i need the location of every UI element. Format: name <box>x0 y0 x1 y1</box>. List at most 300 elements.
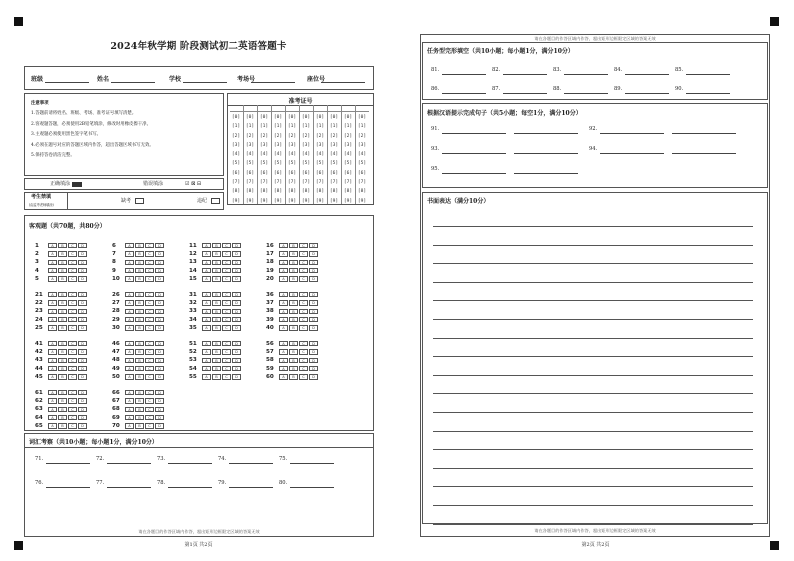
option-bubble[interactable]: B <box>135 300 144 306</box>
admission-digit-bubble[interactable]: [3] <box>273 142 283 148</box>
writing-area[interactable] <box>433 193 753 523</box>
option-bubble[interactable]: C <box>222 268 231 274</box>
option-bubble[interactable]: D <box>155 398 164 404</box>
option-bubble[interactable]: C <box>145 251 154 257</box>
option-bubble[interactable]: B <box>58 276 67 282</box>
option-bubble[interactable]: A <box>279 276 288 282</box>
option-bubble[interactable]: A <box>279 349 288 355</box>
info-input-line[interactable] <box>321 82 365 83</box>
option-bubble[interactable]: A <box>125 366 134 372</box>
answer-line[interactable] <box>514 173 578 174</box>
option-bubble[interactable]: C <box>68 341 77 347</box>
answer-line[interactable] <box>686 74 730 75</box>
admission-digit-bubble[interactable]: [4] <box>273 152 283 158</box>
option-bubble[interactable]: C <box>68 374 77 380</box>
admission-digit-bubble[interactable]: [3] <box>259 142 269 148</box>
option-bubble[interactable]: C <box>145 407 154 413</box>
option-bubble[interactable]: D <box>78 300 87 306</box>
option-bubble[interactable]: D <box>309 358 318 364</box>
admission-digit-bubble[interactable]: [8] <box>301 189 311 195</box>
option-bubble[interactable]: D <box>78 398 87 404</box>
option-bubble[interactable]: A <box>48 309 57 315</box>
admission-digit-bubble[interactable]: [5] <box>259 161 269 167</box>
option-bubble[interactable]: C <box>68 317 77 323</box>
admission-digit-bubble[interactable]: [0] <box>245 115 255 120</box>
option-bubble[interactable]: A <box>48 276 57 282</box>
option-bubble[interactable]: C <box>145 349 154 355</box>
admission-digit-bubble[interactable]: [5] <box>287 161 297 167</box>
option-bubble[interactable]: B <box>135 325 144 331</box>
option-bubble[interactable]: C <box>145 398 154 404</box>
option-bubble[interactable]: C <box>145 292 154 298</box>
admission-digit-bubble[interactable]: [3] <box>287 142 297 148</box>
answer-line[interactable] <box>564 74 608 75</box>
option-bubble[interactable]: B <box>289 317 298 323</box>
option-bubble[interactable]: D <box>155 276 164 282</box>
option-bubble[interactable]: B <box>58 260 67 266</box>
option-bubble[interactable]: C <box>68 268 77 274</box>
admission-digit-bubble[interactable]: [6] <box>245 170 255 176</box>
option-bubble[interactable]: D <box>155 366 164 372</box>
option-bubble[interactable]: D <box>78 366 87 372</box>
option-bubble[interactable]: A <box>48 260 57 266</box>
admission-digit-bubble[interactable]: [7] <box>343 180 353 186</box>
option-bubble[interactable]: C <box>222 317 231 323</box>
admission-write-cell[interactable] <box>230 105 243 112</box>
option-bubble[interactable]: C <box>68 358 77 364</box>
option-bubble[interactable]: C <box>222 300 231 306</box>
option-bubble[interactable]: D <box>78 407 87 413</box>
option-bubble[interactable]: D <box>309 317 318 323</box>
option-bubble[interactable]: A <box>125 243 134 249</box>
answer-line[interactable] <box>442 173 506 174</box>
option-bubble[interactable]: B <box>212 276 221 282</box>
answer-line[interactable] <box>168 463 212 464</box>
admission-digit-bubble[interactable]: [6] <box>357 170 367 176</box>
option-bubble[interactable]: D <box>155 390 164 396</box>
option-bubble[interactable]: A <box>125 268 134 274</box>
option-bubble[interactable]: B <box>289 341 298 347</box>
option-bubble[interactable]: C <box>145 309 154 315</box>
admission-digit-bubble[interactable]: [8] <box>245 189 255 195</box>
admission-digit-bubble[interactable]: [9] <box>301 198 311 204</box>
admission-write-cell[interactable] <box>286 105 299 112</box>
answer-line[interactable] <box>290 463 334 464</box>
option-bubble[interactable]: A <box>125 300 134 306</box>
option-bubble[interactable]: B <box>289 300 298 306</box>
admission-digit-bubble[interactable]: [1] <box>357 124 367 130</box>
option-bubble[interactable]: A <box>202 292 211 298</box>
admission-digit-bubble[interactable]: [3] <box>245 142 255 148</box>
option-bubble[interactable]: A <box>48 341 57 347</box>
admission-digit-bubble[interactable]: [0] <box>329 115 339 120</box>
option-bubble[interactable]: A <box>279 260 288 266</box>
option-bubble[interactable]: D <box>232 358 241 364</box>
option-bubble[interactable]: C <box>145 423 154 429</box>
option-bubble[interactable]: B <box>135 407 144 413</box>
option-bubble[interactable]: C <box>299 309 308 315</box>
admission-write-cell[interactable] <box>258 105 271 112</box>
option-bubble[interactable]: D <box>232 341 241 347</box>
option-bubble[interactable]: A <box>48 407 57 413</box>
admission-digit-bubble[interactable]: [1] <box>315 124 325 130</box>
admission-write-cell[interactable] <box>356 105 369 112</box>
option-bubble[interactable]: D <box>309 251 318 257</box>
option-bubble[interactable]: B <box>58 251 67 257</box>
option-bubble[interactable]: C <box>68 398 77 404</box>
admission-digit-bubble[interactable]: [1] <box>343 124 353 130</box>
option-bubble[interactable]: B <box>135 358 144 364</box>
option-bubble[interactable]: D <box>78 243 87 249</box>
admission-digit-bubble[interactable]: [1] <box>231 124 241 130</box>
option-bubble[interactable]: C <box>299 366 308 372</box>
admission-digit-bubble[interactable]: [9] <box>315 198 325 204</box>
admission-digit-bubble[interactable]: [6] <box>329 170 339 176</box>
option-bubble[interactable]: B <box>58 398 67 404</box>
answer-line[interactable] <box>625 74 669 75</box>
option-bubble[interactable]: D <box>78 251 87 257</box>
admission-digit-bubble[interactable]: [9] <box>245 198 255 204</box>
option-bubble[interactable]: B <box>58 268 67 274</box>
admission-digit-bubble[interactable]: [5] <box>343 161 353 167</box>
option-bubble[interactable]: A <box>125 309 134 315</box>
option-bubble[interactable]: B <box>289 276 298 282</box>
option-bubble[interactable]: A <box>202 341 211 347</box>
option-bubble[interactable]: D <box>155 407 164 413</box>
option-bubble[interactable]: B <box>289 243 298 249</box>
option-bubble[interactable]: B <box>289 251 298 257</box>
admission-digit-bubble[interactable]: [9] <box>357 198 367 204</box>
option-bubble[interactable]: C <box>68 423 77 429</box>
admission-digit-bubble[interactable]: [4] <box>343 152 353 158</box>
option-bubble[interactable]: B <box>135 251 144 257</box>
option-bubble[interactable]: A <box>48 374 57 380</box>
option-bubble[interactable]: D <box>309 325 318 331</box>
option-bubble[interactable]: D <box>78 415 87 421</box>
option-bubble[interactable]: C <box>68 251 77 257</box>
admission-digit-bubble[interactable]: [0] <box>231 115 241 120</box>
option-bubble[interactable]: C <box>299 268 308 274</box>
option-bubble[interactable]: A <box>279 341 288 347</box>
option-bubble[interactable]: C <box>222 309 231 315</box>
option-bubble[interactable]: B <box>58 309 67 315</box>
admission-digit-bubble[interactable]: [9] <box>273 198 283 204</box>
option-bubble[interactable]: B <box>135 292 144 298</box>
admission-digit-bubble[interactable]: [5] <box>315 161 325 167</box>
admission-digit-bubble[interactable]: [0] <box>357 115 367 120</box>
admission-write-cell[interactable] <box>244 105 257 112</box>
admission-digit-bubble[interactable]: [9] <box>231 198 241 204</box>
admission-write-cell[interactable] <box>300 105 313 112</box>
option-bubble[interactable]: A <box>48 292 57 298</box>
option-bubble[interactable]: C <box>145 366 154 372</box>
option-bubble[interactable]: C <box>68 415 77 421</box>
option-bubble[interactable]: D <box>232 325 241 331</box>
option-bubble[interactable]: B <box>289 260 298 266</box>
answer-line[interactable] <box>672 153 736 154</box>
option-bubble[interactable]: D <box>155 423 164 429</box>
option-bubble[interactable]: B <box>289 309 298 315</box>
option-bubble[interactable]: D <box>309 341 318 347</box>
option-bubble[interactable]: C <box>68 300 77 306</box>
admission-digit-bubble[interactable]: [0] <box>273 115 283 120</box>
option-bubble[interactable]: C <box>222 366 231 372</box>
option-bubble[interactable]: C <box>222 325 231 331</box>
option-bubble[interactable]: C <box>68 309 77 315</box>
option-bubble[interactable]: B <box>58 243 67 249</box>
option-bubble[interactable]: C <box>145 415 154 421</box>
option-bubble[interactable]: C <box>222 276 231 282</box>
option-bubble[interactable]: A <box>202 374 211 380</box>
answer-line[interactable] <box>600 153 664 154</box>
option-bubble[interactable]: D <box>155 341 164 347</box>
option-bubble[interactable]: A <box>48 366 57 372</box>
option-bubble[interactable]: D <box>309 349 318 355</box>
option-bubble[interactable]: B <box>58 349 67 355</box>
option-bubble[interactable]: A <box>202 309 211 315</box>
option-bubble[interactable]: B <box>58 366 67 372</box>
info-input-line[interactable] <box>251 82 295 83</box>
admission-digit-bubble[interactable]: [7] <box>315 180 325 186</box>
option-bubble[interactable]: A <box>279 268 288 274</box>
option-bubble[interactable]: D <box>78 325 87 331</box>
option-bubble[interactable]: A <box>202 300 211 306</box>
admission-digit-bubble[interactable]: [2] <box>301 133 311 139</box>
option-bubble[interactable]: B <box>135 317 144 323</box>
option-bubble[interactable]: D <box>309 292 318 298</box>
option-bubble[interactable]: B <box>212 268 221 274</box>
admission-digit-bubble[interactable]: [2] <box>287 133 297 139</box>
admission-write-cell[interactable] <box>272 105 285 112</box>
admission-digit-bubble[interactable]: [8] <box>343 189 353 195</box>
option-bubble[interactable]: C <box>299 292 308 298</box>
option-bubble[interactable]: B <box>212 358 221 364</box>
answer-line[interactable] <box>625 93 669 94</box>
option-bubble[interactable]: A <box>202 251 211 257</box>
option-bubble[interactable]: C <box>299 260 308 266</box>
option-bubble[interactable]: D <box>309 300 318 306</box>
option-bubble[interactable]: D <box>155 251 164 257</box>
admission-digit-bubble[interactable]: [1] <box>273 124 283 130</box>
admission-digit-bubble[interactable]: [4] <box>301 152 311 158</box>
option-bubble[interactable]: A <box>125 423 134 429</box>
option-bubble[interactable]: C <box>145 268 154 274</box>
option-bubble[interactable]: A <box>125 374 134 380</box>
option-bubble[interactable]: A <box>279 300 288 306</box>
answer-line[interactable] <box>686 93 730 94</box>
option-bubble[interactable]: A <box>125 398 134 404</box>
option-bubble[interactable]: C <box>222 358 231 364</box>
option-bubble[interactable]: A <box>279 366 288 372</box>
admission-digit-bubble[interactable]: [3] <box>357 142 367 148</box>
option-bubble[interactable]: C <box>68 292 77 298</box>
option-bubble[interactable]: C <box>299 300 308 306</box>
option-bubble[interactable]: D <box>155 309 164 315</box>
admission-digit-bubble[interactable]: [7] <box>245 180 255 186</box>
option-bubble[interactable]: D <box>155 300 164 306</box>
option-bubble[interactable]: A <box>48 243 57 249</box>
admission-digit-bubble[interactable]: [3] <box>315 142 325 148</box>
option-bubble[interactable]: B <box>135 374 144 380</box>
option-bubble[interactable]: D <box>155 243 164 249</box>
option-bubble[interactable]: C <box>299 374 308 380</box>
option-bubble[interactable]: B <box>212 243 221 249</box>
option-bubble[interactable]: A <box>279 358 288 364</box>
option-bubble[interactable]: D <box>232 268 241 274</box>
option-bubble[interactable]: D <box>232 309 241 315</box>
answer-line[interactable] <box>442 133 506 134</box>
option-bubble[interactable]: A <box>279 325 288 331</box>
option-bubble[interactable]: C <box>299 276 308 282</box>
option-bubble[interactable]: C <box>145 260 154 266</box>
option-bubble[interactable]: A <box>279 374 288 380</box>
option-bubble[interactable]: B <box>289 374 298 380</box>
option-bubble[interactable]: B <box>212 300 221 306</box>
option-bubble[interactable]: D <box>155 374 164 380</box>
option-bubble[interactable]: B <box>58 300 67 306</box>
admission-digit-bubble[interactable]: [4] <box>315 152 325 158</box>
option-bubble[interactable]: A <box>48 358 57 364</box>
option-bubble[interactable]: B <box>58 325 67 331</box>
option-bubble[interactable]: D <box>232 349 241 355</box>
option-bubble[interactable]: B <box>58 317 67 323</box>
option-bubble[interactable]: A <box>48 398 57 404</box>
option-bubble[interactable]: D <box>78 349 87 355</box>
admission-digit-bubble[interactable]: [6] <box>343 170 353 176</box>
option-bubble[interactable]: C <box>68 390 77 396</box>
answer-line[interactable] <box>503 74 547 75</box>
option-bubble[interactable]: B <box>212 349 221 355</box>
option-bubble[interactable]: D <box>78 276 87 282</box>
option-bubble[interactable]: C <box>222 292 231 298</box>
option-bubble[interactable]: A <box>202 276 211 282</box>
option-bubble[interactable]: B <box>135 349 144 355</box>
option-bubble[interactable]: C <box>68 276 77 282</box>
admission-digit-bubble[interactable]: [1] <box>245 124 255 130</box>
option-bubble[interactable]: C <box>299 251 308 257</box>
option-bubble[interactable]: C <box>68 260 77 266</box>
option-bubble[interactable]: A <box>202 366 211 372</box>
option-bubble[interactable]: B <box>135 415 144 421</box>
option-bubble[interactable]: C <box>145 243 154 249</box>
option-bubble[interactable]: C <box>222 374 231 380</box>
option-bubble[interactable]: A <box>202 317 211 323</box>
answer-line[interactable] <box>290 487 334 488</box>
option-bubble[interactable]: B <box>135 366 144 372</box>
option-bubble[interactable]: B <box>135 260 144 266</box>
option-bubble[interactable]: B <box>135 309 144 315</box>
option-bubble[interactable]: A <box>125 407 134 413</box>
admission-digit-bubble[interactable]: [5] <box>357 161 367 167</box>
admission-digit-bubble[interactable]: [6] <box>287 170 297 176</box>
admission-digit-bubble[interactable]: [7] <box>329 180 339 186</box>
option-bubble[interactable]: B <box>58 390 67 396</box>
option-bubble[interactable]: A <box>125 260 134 266</box>
answer-line[interactable] <box>229 487 273 488</box>
option-bubble[interactable]: A <box>202 243 211 249</box>
option-bubble[interactable]: D <box>232 300 241 306</box>
option-bubble[interactable]: B <box>289 349 298 355</box>
option-bubble[interactable]: A <box>279 317 288 323</box>
option-bubble[interactable]: C <box>145 358 154 364</box>
option-bubble[interactable]: C <box>68 325 77 331</box>
option-bubble[interactable]: D <box>232 276 241 282</box>
option-bubble[interactable]: A <box>48 325 57 331</box>
admission-digit-bubble[interactable]: [8] <box>357 189 367 195</box>
admission-write-cell[interactable] <box>342 105 355 112</box>
admission-digit-bubble[interactable]: [1] <box>329 124 339 130</box>
option-bubble[interactable]: A <box>202 349 211 355</box>
option-bubble[interactable]: A <box>125 415 134 421</box>
option-bubble[interactable]: B <box>58 407 67 413</box>
admission-digit-bubble[interactable]: [2] <box>343 133 353 139</box>
answer-line[interactable] <box>442 93 486 94</box>
option-bubble[interactable]: C <box>222 243 231 249</box>
admission-digit-bubble[interactable]: [6] <box>315 170 325 176</box>
option-bubble[interactable]: A <box>125 358 134 364</box>
option-bubble[interactable]: C <box>222 341 231 347</box>
admission-digit-bubble[interactable]: [0] <box>287 115 297 120</box>
answer-line[interactable] <box>229 463 273 464</box>
option-bubble[interactable]: A <box>48 268 57 274</box>
option-bubble[interactable]: D <box>155 358 164 364</box>
option-bubble[interactable]: B <box>212 292 221 298</box>
option-bubble[interactable]: D <box>78 390 87 396</box>
option-bubble[interactable]: A <box>279 292 288 298</box>
option-bubble[interactable]: C <box>299 243 308 249</box>
answer-line[interactable] <box>442 74 486 75</box>
admission-digit-bubble[interactable]: [3] <box>329 142 339 148</box>
option-bubble[interactable]: D <box>155 349 164 355</box>
admission-digit-bubble[interactable]: [7] <box>287 180 297 186</box>
admission-digit-bubble[interactable]: [2] <box>273 133 283 139</box>
option-bubble[interactable]: B <box>289 292 298 298</box>
absent-checkbox[interactable] <box>135 198 144 204</box>
admission-digit-bubble[interactable]: [7] <box>259 180 269 186</box>
option-bubble[interactable]: B <box>289 358 298 364</box>
admission-digit-bubble[interactable]: [8] <box>329 189 339 195</box>
admission-digit-bubble[interactable]: [5] <box>245 161 255 167</box>
option-bubble[interactable]: A <box>125 292 134 298</box>
option-bubble[interactable]: C <box>299 317 308 323</box>
answer-line[interactable] <box>107 463 151 464</box>
option-bubble[interactable]: B <box>135 341 144 347</box>
option-bubble[interactable]: D <box>155 268 164 274</box>
option-bubble[interactable]: A <box>48 300 57 306</box>
admission-digit-bubble[interactable]: [4] <box>329 152 339 158</box>
answer-line[interactable] <box>564 93 608 94</box>
admission-digit-bubble[interactable]: [8] <box>231 189 241 195</box>
admission-digit-bubble[interactable]: [6] <box>273 170 283 176</box>
admission-digit-bubble[interactable]: [4] <box>357 152 367 158</box>
option-bubble[interactable]: C <box>68 407 77 413</box>
admission-digit-bubble[interactable]: [8] <box>259 189 269 195</box>
option-bubble[interactable]: B <box>289 325 298 331</box>
option-bubble[interactable]: A <box>48 317 57 323</box>
option-bubble[interactable]: C <box>145 276 154 282</box>
option-bubble[interactable]: A <box>125 341 134 347</box>
option-bubble[interactable]: A <box>48 415 57 421</box>
option-bubble[interactable]: A <box>125 276 134 282</box>
option-bubble[interactable]: A <box>202 325 211 331</box>
info-input-line[interactable] <box>183 82 227 83</box>
admission-digit-bubble[interactable]: [3] <box>231 142 241 148</box>
option-bubble[interactable]: D <box>78 309 87 315</box>
admission-digit-bubble[interactable]: [3] <box>301 142 311 148</box>
option-bubble[interactable]: D <box>232 317 241 323</box>
option-bubble[interactable]: D <box>309 309 318 315</box>
option-bubble[interactable]: D <box>155 415 164 421</box>
